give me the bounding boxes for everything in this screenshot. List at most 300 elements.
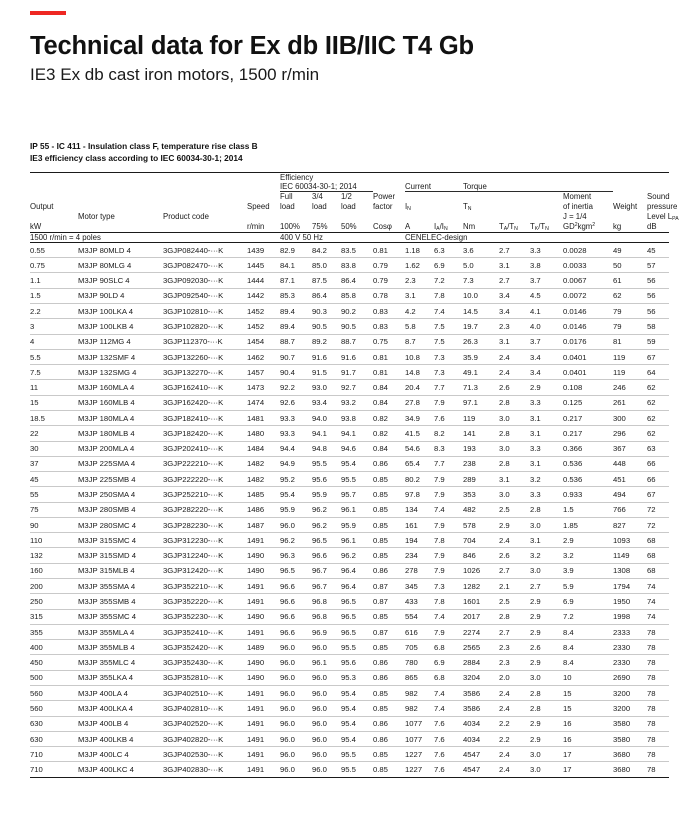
cell-moment: 2.9 [563,533,613,548]
cell-ia-in: 7.7 [434,456,463,471]
cell-in: 20.4 [405,380,434,395]
cell-ta-tn: 2.4 [499,365,530,380]
cell-speed: 1491 [247,686,280,701]
cell-tn: 119 [463,410,499,425]
cell-tn: 26.3 [463,334,499,349]
col-moment-l2: of inertia [563,201,593,211]
cell-tn: 846 [463,548,499,563]
cell-motor-type: M3JP 315SMC 4 [78,533,163,548]
cell-eff-34: 95.9 [312,487,341,502]
cell-product-code: 3GJP082440-···K [163,242,247,257]
col-output-unit: kW [30,222,78,232]
cell-motor-type: M3JP 355SMB 4 [78,594,163,609]
cell-tk-tn: 3.1 [530,426,563,441]
table-row [30,380,669,395]
cell-eff-full: 87.1 [280,273,312,288]
cell-product-code: 3GJP092030-···K [163,273,247,288]
cell-in: 80.2 [405,472,434,487]
cell-product-code: 3GJP402510-···K [163,686,247,701]
note-ip-insulation: IP 55 - IC 411 - Insulation class F, temperature rise class B [30,140,258,151]
cell-in: 1.62 [405,258,434,273]
cell-sound: 78 [647,716,669,731]
cell-motor-type: M3JP 80MLD 4 [78,242,163,257]
cell-tk-tn: 3.0 [530,762,563,777]
cell-eff-34: 96.0 [312,640,341,655]
cell-ia-in: 7.5 [434,334,463,349]
cell-ia-in: 7.9 [434,472,463,487]
band-voltage: 400 V 50 Hz [280,232,405,242]
table-row [30,303,669,318]
cell-eff-12: 96.4 [341,579,373,594]
cell-tk-tn: 2.9 [530,655,563,670]
cell-in: 3.1 [405,288,434,303]
cell-speed: 1480 [247,426,280,441]
cell-eff-12: 95.4 [341,686,373,701]
cell-weight: 2690 [613,670,647,685]
cell-tn: 4547 [463,747,499,762]
cell-ia-in: 7.8 [434,594,463,609]
cell-output: 2.2 [30,303,78,318]
cell-eff-12: 96.1 [341,533,373,548]
cell-weight: 50 [613,258,647,273]
cell-cos: 0.85 [373,686,405,701]
cell-eff-full: 96.6 [280,609,312,624]
cell-eff-12: 95.6 [341,655,373,670]
cell-eff-34: 96.9 [312,624,341,639]
cell-moment: 0.0072 [563,288,613,303]
cell-eff-12: 88.7 [341,334,373,349]
cell-tk-tn: 3.3 [530,441,563,456]
table-row [30,441,669,456]
cell-eff-34: 95.5 [312,456,341,471]
cell-weight: 1308 [613,563,647,578]
cell-ia-in: 7.3 [434,349,463,364]
cell-ia-in: 7.6 [434,747,463,762]
cell-speed: 1487 [247,517,280,532]
cell-ia-in: 7.9 [434,624,463,639]
cell-output: 630 [30,716,78,731]
cell-eff-full: 93.3 [280,410,312,425]
red-accent-bar [30,11,66,15]
table-head [30,172,679,242]
cell-in: 705 [405,640,434,655]
cell-tk-tn: 4.1 [530,303,563,318]
cell-weight: 119 [613,365,647,380]
table-row [30,472,669,487]
cell-cos: 0.81 [373,242,405,257]
cell-cos: 0.86 [373,655,405,670]
cell-ia-in: 7.9 [434,548,463,563]
cell-sound: 64 [647,365,669,380]
cell-sound: 78 [647,762,669,777]
cell-output: 1.5 [30,288,78,303]
table-row [30,762,669,777]
cell-product-code: 3GJP352420-···K [163,640,247,655]
cell-output: 250 [30,594,78,609]
cell-eff-full: 90.4 [280,365,312,380]
page-title: Technical data for Ex db IIB/IIC T4 Gb [30,32,474,60]
col-sound-l1: Sound [647,191,670,201]
cell-eff-full: 96.3 [280,548,312,563]
cell-tk-tn: 3.3 [530,487,563,502]
cell-speed: 1482 [247,472,280,487]
cell-eff-12: 93.8 [341,410,373,425]
cell-moment: 17 [563,747,613,762]
cell-motor-type: M3JP 400LA 4 [78,686,163,701]
cell-tn: 482 [463,502,499,517]
cell-eff-12: 95.5 [341,747,373,762]
cell-eff-full: 96.5 [280,563,312,578]
cell-tk-tn: 3.4 [530,365,563,380]
cell-speed: 1490 [247,563,280,578]
cell-weight: 62 [613,288,647,303]
cell-cos: 0.85 [373,762,405,777]
cell-tk-tn: 3.3 [530,395,563,410]
cell-tk-tn: 2.9 [530,609,563,624]
cell-speed: 1491 [247,579,280,594]
col-moment-l3: J = 1/4 [563,211,587,221]
cell-moment: 0.217 [563,410,613,425]
cell-ta-tn: 2.7 [499,273,530,288]
cell-cos: 0.75 [373,334,405,349]
cell-motor-type: M3JP 90LD 4 [78,288,163,303]
table-row [30,349,669,364]
cell-output: 22 [30,426,78,441]
cell-speed: 1491 [247,533,280,548]
cell-ia-in: 7.4 [434,303,463,318]
cell-tk-tn: 3.2 [530,548,563,563]
col-current-in-symbol: $I_N$ [405,201,411,213]
cell-eff-12: 96.4 [341,563,373,578]
cell-eff-12: 95.4 [341,456,373,471]
cell-motor-type: M3JP 355MLB 4 [78,640,163,655]
table-body [30,242,669,777]
col-weight-l1: Weight [613,201,638,211]
table-row [30,502,669,517]
cell-speed: 1474 [247,395,280,410]
cell-sound: 58 [647,319,669,334]
cell-in: 5.8 [405,319,434,334]
group-current: Current [405,182,463,192]
cell-tn: 1601 [463,594,499,609]
table-row [30,410,669,425]
table-row [30,563,669,578]
table-band-row [30,232,669,242]
cell-eff-12: 91.7 [341,365,373,380]
table-row [30,288,669,303]
cell-product-code: 3GJP402530-···K [163,747,247,762]
col-full-load-l2: load [280,201,295,211]
cell-eff-34: 84.2 [312,242,341,257]
cell-output: 4 [30,334,78,349]
cell-weight: 1998 [613,609,647,624]
cell-ta-tn: 2.6 [499,548,530,563]
cell-moment: 0.0146 [563,303,613,318]
cell-product-code: 3GJP132260-···K [163,349,247,364]
table-row [30,701,669,716]
col-sound-l3: Level $L_{PA}$ [647,211,679,223]
cell-cos: 0.85 [373,487,405,502]
cell-tn: 14.5 [463,303,499,318]
datasheet-page [0,11,689,813]
cell-in: 65.4 [405,456,434,471]
cell-in: 27.8 [405,395,434,410]
col-sound-unit: dB [647,222,669,232]
cell-eff-full: 88.7 [280,334,312,349]
cell-tn: 1026 [463,563,499,578]
cell-in: 4.2 [405,303,434,318]
col-torque-unit: Nm [463,222,499,232]
group-header-row-1 [30,172,669,182]
cell-speed: 1452 [247,319,280,334]
cell-moment: 0.0176 [563,334,613,349]
cell-eff-full: 89.4 [280,319,312,334]
cell-tn: 4034 [463,716,499,731]
col-12-load-l1: 1/2 [341,191,352,201]
cell-ia-in: 7.4 [434,502,463,517]
cell-eff-34: 96.0 [312,716,341,731]
cell-ia-in: 7.6 [434,410,463,425]
cell-weight: 827 [613,517,647,532]
cell-eff-34: 96.0 [312,686,341,701]
cell-motor-type: M3JP 80MLG 4 [78,258,163,273]
cell-tn: 97.1 [463,395,499,410]
cell-tn: 3586 [463,701,499,716]
cell-ta-tn: 3.0 [499,441,530,456]
cell-sound: 74 [647,579,669,594]
cell-eff-12: 94.6 [341,441,373,456]
cell-eff-12: 93.2 [341,395,373,410]
cell-motor-type: M3JP 315SMD 4 [78,548,163,563]
cell-tk-tn: 2.9 [530,716,563,731]
cell-output: 400 [30,640,78,655]
cell-motor-type: M3JP 355MLC 4 [78,655,163,670]
table-row [30,517,669,532]
cell-tn: 3586 [463,686,499,701]
cell-weight: 296 [613,426,647,441]
cell-in: 982 [405,686,434,701]
table-row [30,548,669,563]
cell-motor-type: M3JP 355SMC 4 [78,609,163,624]
cell-speed: 1491 [247,701,280,716]
cell-eff-34: 96.0 [312,670,341,685]
cell-sound: 62 [647,410,669,425]
cell-tn: 1282 [463,579,499,594]
cell-cos: 0.86 [373,670,405,685]
cell-tn: 2274 [463,624,499,639]
cell-tn: 704 [463,533,499,548]
cell-tk-tn: 2.9 [530,624,563,639]
cell-product-code: 3GJP162420-···K [163,395,247,410]
cell-tk-tn: 3.1 [530,456,563,471]
cell-eff-full: 96.0 [280,731,312,746]
cell-eff-full: 96.0 [280,640,312,655]
cell-in: 8.7 [405,334,434,349]
cell-motor-type: M3JP 200MLA 4 [78,441,163,456]
cell-eff-12: 83.5 [341,242,373,257]
table-row [30,731,669,746]
cell-cos: 0.81 [373,349,405,364]
cell-in: 1227 [405,747,434,762]
cell-sound: 67 [647,487,669,502]
cell-eff-full: 94.4 [280,441,312,456]
cell-ia-in: 6.9 [434,258,463,273]
cell-eff-34: 85.0 [312,258,341,273]
cell-ia-in: 7.8 [434,288,463,303]
cell-in: 345 [405,579,434,594]
cell-speed: 1491 [247,716,280,731]
cell-cos: 0.79 [373,273,405,288]
col-moment-unit: $GD^2kgm^2$ [563,222,613,232]
cell-in: 1077 [405,716,434,731]
cell-speed: 1491 [247,762,280,777]
cell-moment: 16 [563,731,613,746]
cell-ia-in: 7.6 [434,762,463,777]
page-subtitle: IE3 Ex db cast iron motors, 1500 r/min [30,64,320,84]
cell-weight: 367 [613,441,647,456]
cell-eff-34: 90.5 [312,319,341,334]
cell-motor-type: M3JP 355SMA 4 [78,579,163,594]
cell-eff-12: 96.1 [341,502,373,517]
cell-output: 30 [30,441,78,456]
cell-weight: 1794 [613,579,647,594]
cell-sound: 56 [647,288,669,303]
table-row [30,365,669,380]
cell-product-code: 3GJP162410-···K [163,380,247,395]
cell-eff-34: 95.6 [312,472,341,487]
cell-eff-34: 86.4 [312,288,341,303]
cell-ia-in: 7.3 [434,579,463,594]
col-torque-tk-ratio: $T_K/T_N$ [530,222,563,232]
cell-weight: 451 [613,472,647,487]
cell-eff-12: 94.1 [341,426,373,441]
cell-eff-full: 89.4 [280,303,312,318]
cell-speed: 1491 [247,747,280,762]
cell-eff-12: 96.5 [341,624,373,639]
col-34-load-pct: 75% [312,222,341,232]
cell-ia-in: 6.3 [434,242,463,257]
cell-ia-in: 7.3 [434,365,463,380]
cell-eff-12: 95.4 [341,701,373,716]
cell-tk-tn: 2.8 [530,701,563,716]
column-header-row-4 [30,222,669,232]
cell-output: 15 [30,395,78,410]
cell-eff-full: 95.4 [280,487,312,502]
cell-product-code: 3GJP402520-···K [163,716,247,731]
cell-eff-34: 94.8 [312,441,341,456]
cell-motor-type: M3JP 100LKA 4 [78,303,163,318]
cell-moment: 0.536 [563,472,613,487]
cell-output: 450 [30,655,78,670]
cell-cos: 0.85 [373,747,405,762]
cell-tk-tn: 2.9 [530,731,563,746]
cell-weight: 49 [613,242,647,257]
cell-eff-12: 83.8 [341,258,373,273]
cell-tk-tn: 3.7 [530,273,563,288]
cell-moment: 8.4 [563,655,613,670]
cell-eff-12: 96.2 [341,548,373,563]
cell-cos: 0.87 [373,594,405,609]
cell-moment: 0.0401 [563,349,613,364]
cell-tk-tn: 3.0 [530,517,563,532]
cell-eff-12: 90.5 [341,319,373,334]
cell-tk-tn: 2.8 [530,686,563,701]
cell-motor-type: M3JP 315MLB 4 [78,563,163,578]
cell-ia-in: 8.2 [434,426,463,441]
cell-ta-tn: 2.3 [499,319,530,334]
cell-tn: 7.3 [463,273,499,288]
cell-ta-tn: 2.7 [499,563,530,578]
cell-in: 1227 [405,762,434,777]
table-row [30,640,669,655]
cell-motor-type: M3JP 160MLB 4 [78,395,163,410]
cell-eff-34: 96.0 [312,747,341,762]
cell-sound: 56 [647,273,669,288]
cell-ia-in: 7.9 [434,563,463,578]
cell-sound: 78 [647,747,669,762]
cell-in: 780 [405,655,434,670]
cell-moment: 0.125 [563,395,613,410]
cell-speed: 1473 [247,380,280,395]
table-row [30,258,669,273]
cell-weight: 2330 [613,640,647,655]
cell-sound: 62 [647,395,669,410]
cell-motor-type: M3JP 180MLA 4 [78,410,163,425]
cell-output: 7.5 [30,365,78,380]
cell-output: 37 [30,456,78,471]
cell-ia-in: 6.8 [434,640,463,655]
cell-product-code: 3GJP352410-···K [163,624,247,639]
cell-eff-full: 96.0 [280,686,312,701]
cell-in: 54.6 [405,441,434,456]
cell-tk-tn: 3.0 [530,670,563,685]
cell-eff-12: 86.4 [341,273,373,288]
table-row [30,609,669,624]
cell-ta-tn: 2.3 [499,640,530,655]
cell-cos: 0.84 [373,380,405,395]
cell-weight: 246 [613,380,647,395]
cell-tk-tn: 3.8 [530,258,563,273]
cell-sound: 78 [647,670,669,685]
cell-ta-tn: 3.1 [499,258,530,273]
cell-tn: 2884 [463,655,499,670]
table-row [30,716,669,731]
cell-in: 616 [405,624,434,639]
cell-weight: 1093 [613,533,647,548]
cell-sound: 68 [647,533,669,548]
cell-tn: 193 [463,441,499,456]
cell-sound: 72 [647,517,669,532]
cell-cos: 0.85 [373,609,405,624]
cell-weight: 766 [613,502,647,517]
cell-tk-tn: 3.4 [530,349,563,364]
cell-weight: 3580 [613,716,647,731]
cell-product-code: 3GJP352810-···K [163,670,247,685]
cell-ta-tn: 2.8 [499,609,530,624]
cell-output: 200 [30,579,78,594]
table-row [30,533,669,548]
cell-moment: 15 [563,701,613,716]
table-row [30,579,669,594]
cell-eff-12: 96.5 [341,609,373,624]
cell-eff-12: 95.9 [341,517,373,532]
col-output-l1: Output [30,201,54,211]
col-torque-ta-ratio: $T_A/T_N$ [499,222,530,232]
cell-eff-34: 96.8 [312,609,341,624]
cell-moment: 0.0067 [563,273,613,288]
cell-motor-type: M3JP 100LKB 4 [78,319,163,334]
cell-eff-full: 96.6 [280,579,312,594]
